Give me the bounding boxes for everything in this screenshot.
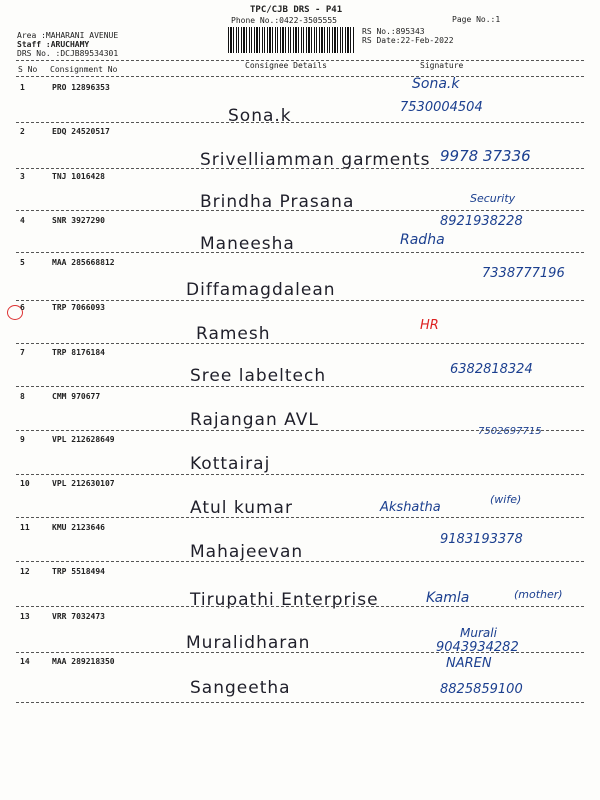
consignee-name: Maneesha xyxy=(200,234,295,254)
row-sno: 5 xyxy=(20,258,25,267)
row-sno: 13 xyxy=(20,612,30,621)
row-sno: 3 xyxy=(20,172,25,181)
col-consignee-details: Consignee Details xyxy=(245,61,327,70)
barcode xyxy=(228,27,354,53)
signature-phone: 9978 37336 xyxy=(440,147,531,165)
signature-note: (mother) xyxy=(514,588,563,601)
page-number: Page No.:1 xyxy=(452,15,501,24)
row-consignment: MAA 285668812 xyxy=(52,258,115,267)
divider xyxy=(16,517,584,518)
row-sno: 12 xyxy=(20,567,30,576)
signature-name: Sona.k xyxy=(412,76,460,92)
signature-phone: 7338777196 xyxy=(482,266,565,281)
consignee-name: Sona.k xyxy=(228,106,292,126)
divider xyxy=(16,386,584,387)
area-label: Area :MAHARANI AVENUE xyxy=(17,31,119,40)
sheet-title: TPC/CJB DRS - P41 xyxy=(250,5,343,15)
row-consignment: TRP 5518494 xyxy=(52,567,105,576)
consignee-name: Sangeetha xyxy=(190,678,291,698)
signature-note: HR xyxy=(420,318,439,333)
consignee-name: Brindha Prasana xyxy=(200,192,355,212)
row-consignment: TRP 8176184 xyxy=(52,348,105,357)
divider xyxy=(16,606,584,607)
consignee-name: Ramesh xyxy=(196,324,271,344)
divider xyxy=(16,252,584,253)
rs-date: RS Date:22-Feb-2022 xyxy=(362,36,454,45)
signature-phone: 9043934282 xyxy=(436,640,519,655)
divider xyxy=(16,300,584,301)
signature-phone: 8921938228 xyxy=(440,214,523,229)
consignee-name: Rajangan AVL xyxy=(190,410,319,430)
row-consignment: VPL 212630107 xyxy=(52,479,115,488)
col-signature: Signature xyxy=(420,61,464,70)
divider xyxy=(16,210,584,211)
row-sno: 6 xyxy=(20,303,25,312)
col-sno: S No xyxy=(18,65,38,74)
consignee-name: Atul kumar xyxy=(190,498,293,518)
divider xyxy=(16,561,584,562)
phone-number: Phone No.:0422-3505555 xyxy=(231,16,337,25)
signature-phone: 6382818324 xyxy=(450,362,533,377)
row-sno: 11 xyxy=(20,523,30,532)
row-consignment: KMU 2123646 xyxy=(52,523,105,532)
row-consignment: PRO 12896353 xyxy=(52,83,110,92)
row-sno: 7 xyxy=(20,348,25,357)
signature-name: Radha xyxy=(400,232,445,248)
row-sno: 1 xyxy=(20,83,25,92)
row-sno: 4 xyxy=(20,216,25,225)
signature-name: Murali xyxy=(460,626,497,640)
divider xyxy=(16,430,584,431)
signature-note: Security xyxy=(470,192,516,205)
row-consignment: TNJ 1016428 xyxy=(52,172,105,181)
row-consignment: CMM 970677 xyxy=(52,392,101,401)
divider xyxy=(16,652,584,653)
row-sno: 14 xyxy=(20,657,30,666)
row-sno: 8 xyxy=(20,392,25,401)
signature-phone: 7502697715 xyxy=(478,426,542,437)
row-sno: 2 xyxy=(20,127,25,136)
signature-phone: 9183193378 xyxy=(440,532,523,547)
consignee-name: Tirupathi Enterprise xyxy=(190,590,379,610)
consignee-name: Mahajeevan xyxy=(190,542,304,562)
signature-name: Kamla xyxy=(426,590,470,606)
row-consignment: EDQ 24520517 xyxy=(52,127,110,136)
row-consignment: VRR 7032473 xyxy=(52,612,105,621)
consignee-name: Srivelliamman garments xyxy=(200,150,431,170)
signature-name: Akshatha xyxy=(380,500,441,515)
row-consignment: MAA 289218350 xyxy=(52,657,115,666)
consignee-name: Kottairaj xyxy=(190,454,271,474)
divider xyxy=(16,702,584,703)
row-sno: 9 xyxy=(20,435,25,444)
row-consignment: TRP 7066093 xyxy=(52,303,105,312)
row-consignment: SNR 3927290 xyxy=(52,216,105,225)
staff-label: Staff :ARUCHAMY xyxy=(17,40,90,49)
divider xyxy=(16,343,584,344)
col-consignment: Consignment No xyxy=(50,65,118,74)
drs-number: DRS No. :DCJB89534301 xyxy=(17,49,119,58)
rs-number: RS No.:895343 xyxy=(362,27,425,36)
divider xyxy=(16,122,584,123)
consignee-name: Diffamagdalean xyxy=(186,280,336,300)
row-consignment: VPL 212628649 xyxy=(52,435,115,444)
divider xyxy=(16,168,584,169)
signature-phone: 7530004504 xyxy=(400,100,483,115)
consignee-name: Muralidharan xyxy=(186,633,311,653)
signature-name: NAREN xyxy=(446,656,492,671)
divider xyxy=(16,474,584,475)
consignee-name: Sree labeltech xyxy=(190,366,327,386)
signature-note: (wife) xyxy=(490,493,522,506)
signature-phone: 8825859100 xyxy=(440,682,523,697)
divider xyxy=(16,76,584,77)
row-sno: 10 xyxy=(20,479,30,488)
